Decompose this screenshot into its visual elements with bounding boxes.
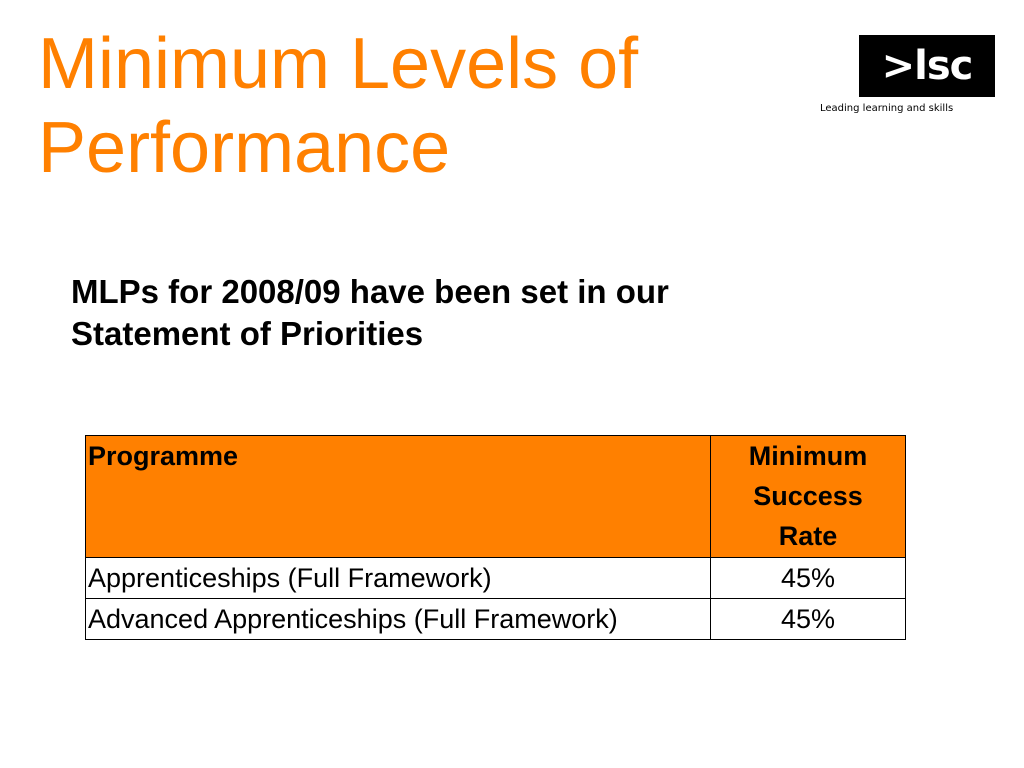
- slide-subtitle: [71, 271, 831, 355]
- header-rate-line-1: Minimum: [748, 441, 868, 471]
- lsc-logo-tagline: Leading learning and skills: [820, 103, 954, 114]
- slide-title-line-2: Performance: [38, 108, 451, 188]
- header-minimum-success-rate: [711, 436, 906, 558]
- mlp-table: [85, 435, 906, 640]
- table-row: [86, 599, 906, 640]
- slide-title: [38, 22, 798, 190]
- table-row: [86, 558, 906, 599]
- row-rate-cell: 45%: [711, 599, 906, 640]
- lsc-logo: [820, 35, 1000, 114]
- row-programme-cell: Advanced Apprenticeships (Full Framework): [86, 599, 711, 640]
- table-header-row: [86, 436, 906, 558]
- slide-subtitle-line-1: MLPs for 2008/09 have been set in our: [71, 273, 669, 310]
- header-programme: Programme: [86, 436, 711, 558]
- header-rate-line-2: Success: [753, 481, 863, 511]
- slide-subtitle-line-2: Statement of Priorities: [71, 315, 424, 352]
- lsc-logo-mark: >lsc: [859, 35, 995, 97]
- header-rate-line-3: Rate: [778, 521, 838, 551]
- slide-title-line-1: Minimum Levels of: [38, 24, 639, 104]
- row-programme-cell: Apprenticeships (Full Framework): [86, 558, 711, 599]
- row-rate-cell: 45%: [711, 558, 906, 599]
